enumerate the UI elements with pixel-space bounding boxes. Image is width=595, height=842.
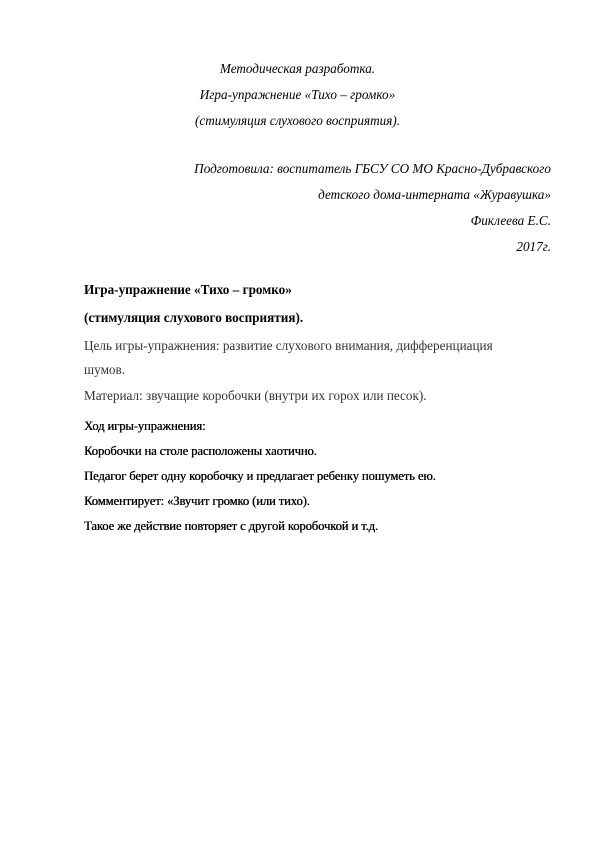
steps-list xyxy=(84,414,524,539)
author-block xyxy=(194,156,551,260)
step-item: Коробочки на столе расположены хаотично. xyxy=(84,444,317,458)
goal-paragraph: Цель игры-упражнения: развитие слухового внимания, дифференциация шумов. xyxy=(84,338,493,377)
author-line-position: Подготовила: воспитатель ГБСУ СО МО Красно-Дубравского xyxy=(194,161,551,176)
material-paragraph: Материал: звучащие коробочки (внутри их горох или песок). xyxy=(84,388,427,403)
document-body xyxy=(84,280,524,539)
author-line-year: 2017г. xyxy=(516,239,551,254)
author-line-institution: детского дома-интерната «Журавушка» xyxy=(318,187,551,202)
header-line-methodical: Методическая разработка. xyxy=(219,61,376,76)
step-item: Педагог берет одну коробочку и предлагает ребенку пошуметь ею. xyxy=(84,469,436,483)
content-title: Игра-упражнение «Тихо – громко» xyxy=(84,282,292,297)
document-header xyxy=(0,56,595,134)
step-item: Комментирует: «Звучит громко (или тихо). xyxy=(84,494,310,508)
step-heading: Ход игры-упражнения: xyxy=(84,419,206,433)
header-line-game-title: Игра-упражнение «Тихо – громко» xyxy=(199,87,396,102)
author-line-name: Фиклеева Е.С. xyxy=(470,213,551,228)
content-subtitle: (стимуляция слухового восприятия). xyxy=(84,310,304,325)
step-item: Такое же действие повторяет с другой коробочкой и т.д. xyxy=(84,519,378,533)
header-line-subtitle: (стимуляция слухового восприятия). xyxy=(194,113,401,128)
